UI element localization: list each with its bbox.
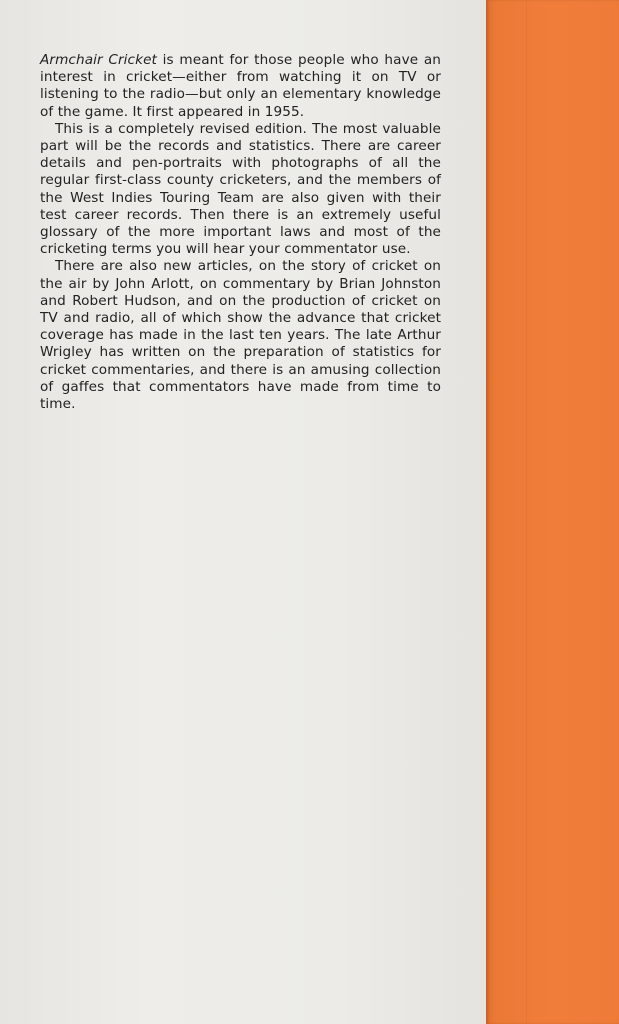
paragraph-1-text: is meant for those people who have an interest in cricket—either from watching it on TV or listening to the radio—but only an elementary knowledge of the game. It first appeared in 1955.: [40, 52, 442, 120]
blurb-paragraph-3: There are also new articles, on the story of cricket on the air by John Arlott, on commentary by Brian Johnston and Robert Hudson, and on the production of cricket on TV and radio, all of which show the advance that cricket coverage has made in the last ten years. The late Arthur Wrigley has written on the preparation of statistics for cricket commentaries, and there is an amusing collection of gaffes that commentators have made from time to time.: [40, 258, 441, 413]
orange-spine-band: [486, 0, 619, 1024]
blurb-paragraph-1: [40, 52, 441, 121]
blurb-paragraph-2: This is a completely revised edition. The most valuable part will be the records and statistics. There are career details and pen-portraits with photographs of all the regular first-class county cricketers, and the members of the West Indies Touring Team are also given with their test career records. Then there is an extremely useful glossary of the more important laws and most of the cricketing terms you will hear your commentator use.: [40, 120, 441, 258]
book-title: Armchair Cricket: [40, 52, 157, 68]
band-crease: [526, 0, 527, 1024]
blurb-text: [40, 52, 441, 413]
